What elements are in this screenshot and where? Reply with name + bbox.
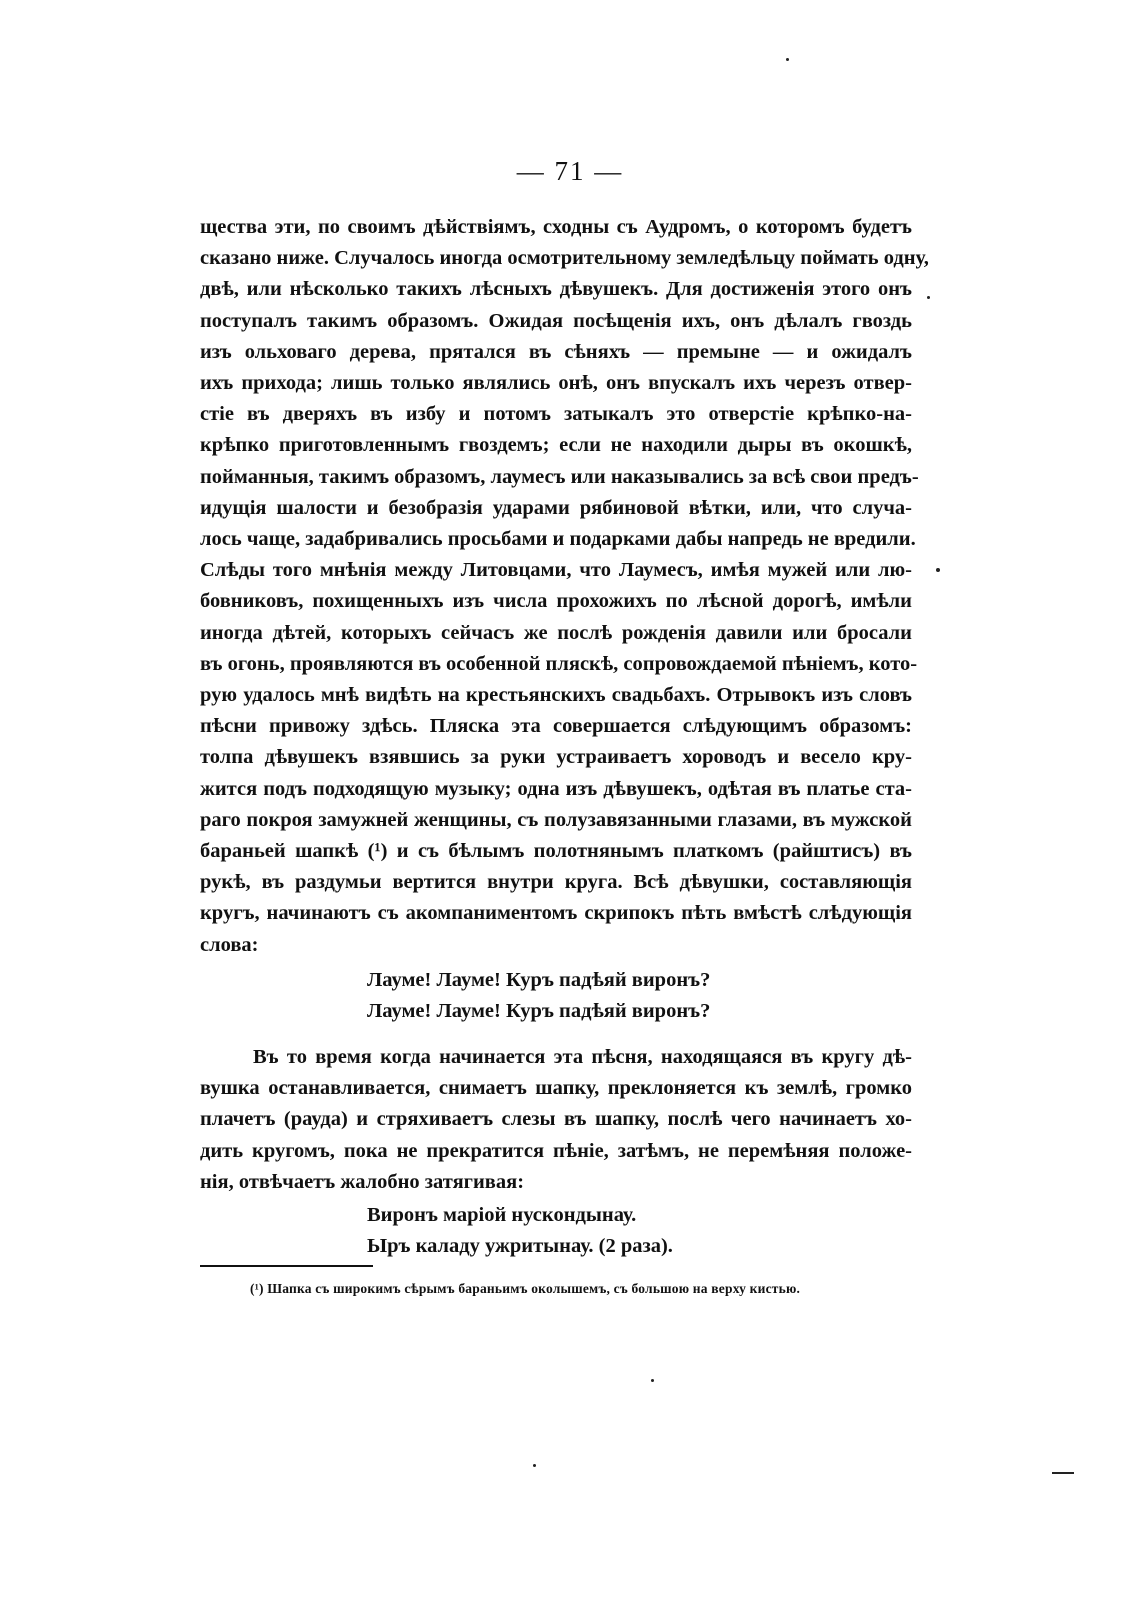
text-line: въ огонь, проявляются въ особенной пляскѣ, сопровождаемой пѣніемъ, кото- [200,652,918,675]
text-line: бовниковъ, похищенныхъ изъ числа прохожихъ по лѣсной дорогѣ, имѣли [200,590,912,613]
text-line: двѣ, или нѣсколько такихъ лѣсныхъ дѣвушекъ. Для достиженія этого онъ [200,278,912,301]
text-line: плачетъ (рауда) и стряхиваетъ слезы въ шапку, послѣ чего начинаетъ хо- [200,1108,912,1131]
scan-speck [786,58,789,61]
text-line: Въ то время когда начинается эта пѣсня, находящаяся въ кругу дѣ- [253,1046,912,1068]
song-verse-2 [367,1200,673,1262]
text-line: рую удалось мнѣ видѣть на крестьянскихъ свадьбахъ. Отрывокъ изъ словъ [200,684,912,707]
text-line: стіе въ дверяхъ въ избу и потомъ затыкалъ это отверстіе крѣпко-на- [200,403,912,426]
text-line: кругъ, начинаютъ съ акомпаниментомъ скрипокъ пѣть вмѣстѣ слѣдующія [200,902,912,925]
verse-line: Ыръ каладу ужритынау. (2 раза). [367,1235,673,1257]
text-line: нія, отвѣчаетъ жалобно затягивая: [200,1170,525,1193]
scan-speck [1052,1472,1074,1474]
text-line: лось чаще, задабривались просьбами и подарками дабы напредь не вредили. [200,528,916,551]
text-line: жится подъ подходящую музыку; одна изъ дѣвушекъ, одѣтая въ платье ста- [200,777,912,800]
text-line: пойманныя, такимъ образомъ, лаумесъ или наказывались за всѣ свои предъ- [200,465,919,488]
text-line: бараньей шапкѣ (¹) и съ бѣлымъ полотнянымъ платкомъ (райштисъ) въ [200,840,912,863]
text-line: Слѣды того мнѣнія между Литовцами, что Лаумесъ, имѣя мужей или лю- [200,559,912,582]
scan-speck [936,568,940,572]
paragraph-1 [200,212,929,961]
verse-line: Лауме! Лауме! Куръ падѣяй виронъ? [367,969,711,991]
text-line: сказано ниже. Случалось иногда осмотрительному земледѣльцу поймать одну, [200,247,929,270]
text-line: дить кругомъ, пока не прекратится пѣніе, затѣмъ, не перемѣняя положе- [200,1139,912,1162]
scan-speck [533,1464,536,1467]
footnote: (¹) Шапка съ широкимъ сѣрымъ бараньимъ околышемъ, съ большою на верху кистью. [250,1281,801,1296]
text-line: идущія шалости и безобразія ударами рябиновой вѣтки, или, что случа- [200,496,912,519]
scan-speck [927,296,930,299]
text-line: рукѣ, въ раздумьи вертится внутри круга. Всѣ дѣвушки, составляющія [200,871,912,894]
text-line: щества эти, по своимъ дѣйствіямъ, сходны съ Аудромъ, о которомъ будетъ [200,216,912,238]
footnote-divider [200,1265,373,1267]
text-line: иногда дѣтей, которыхъ сейчасъ же послѣ рожденія давили или бросали [200,621,912,644]
page-number: — 71 — [516,156,624,186]
text-line: изъ ольховаго дерева, прятался въ сѣняхъ — премыне — и ожидалъ [200,340,912,363]
song-verse-1 [367,965,710,1027]
text-line: поступалъ такимъ образомъ. Ожидая посѣщенія ихъ, онъ дѣлалъ гвоздь [200,309,912,332]
verse-line: Виронъ маріой нускондынау. [367,1204,637,1226]
text-line: пѣсни привожу здѣсь. Пляска эта совершается слѣдующимъ образомъ: [200,715,912,738]
text-line: толпа дѣвушекъ взявшись за руки устраиваетъ хороводъ и весело кру- [200,746,912,769]
verse-line: Лауме! Лауме! Куръ падѣяй виронъ? [367,1000,711,1022]
text-line: крѣпко приготовленнымъ гвоздемъ; если не находили дыры въ окошкѣ, [200,434,912,457]
scan-speck [651,1379,654,1382]
text-line: вушка останавливается, снимаетъ шапку, преклоняется къ землѣ, громко [200,1077,912,1100]
paragraph-2 [200,1042,912,1198]
text-line: раго покроя замужней женщины, съ полузавязанными глазами, въ мужской [200,808,912,831]
text-line: ихъ прихода; лишь только являлись онѣ, онъ впускалъ ихъ черезъ отвер- [200,372,912,395]
text-line: слова: [200,933,259,956]
